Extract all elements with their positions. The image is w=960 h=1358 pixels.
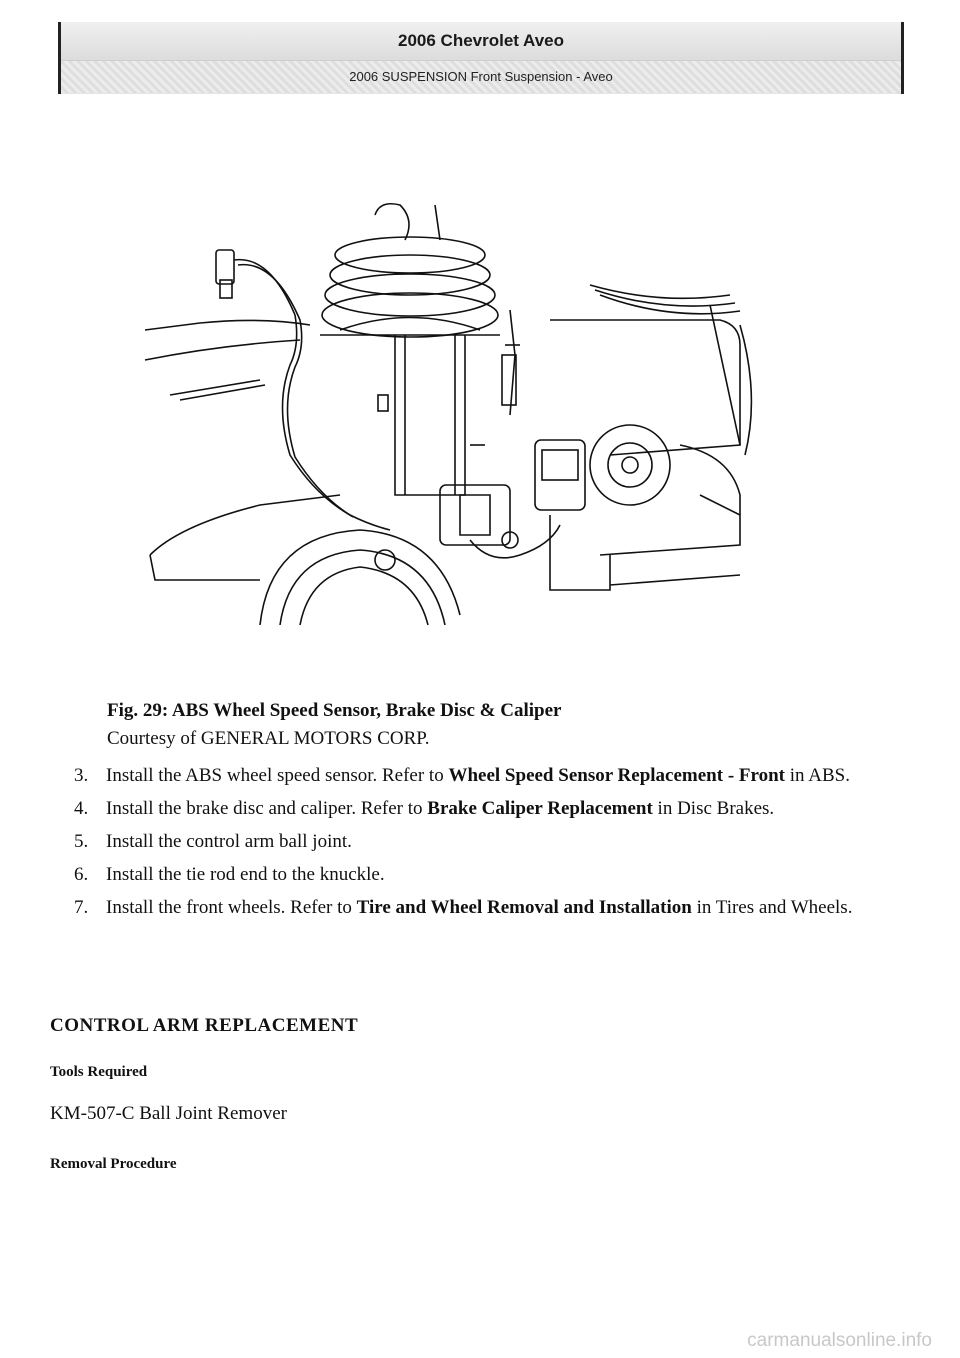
list-item xyxy=(74,762,894,789)
reference-link[interactable]: Brake Caliper Replacement xyxy=(427,798,653,819)
brake-caliper xyxy=(440,485,560,558)
step-text: Install the control arm ball joint. xyxy=(106,831,352,852)
caption-title: Fig. 29: ABS Wheel Speed Sensor, Brake Disc & Caliper xyxy=(107,700,562,721)
step-number: 4. xyxy=(74,798,89,819)
reference-link[interactable]: Wheel Speed Sensor Replacement - Front xyxy=(448,765,785,786)
brake-disc xyxy=(260,530,460,625)
tie-rod xyxy=(470,310,520,445)
list-item xyxy=(74,894,894,921)
figure-caption xyxy=(107,697,561,753)
step-text-after: in Tires and Wheels. xyxy=(691,897,853,918)
list-item xyxy=(74,828,894,855)
document-header xyxy=(58,22,904,94)
installation-steps xyxy=(74,762,894,927)
list-item xyxy=(74,795,894,822)
section-heading: CONTROL ARM REPLACEMENT xyxy=(50,1015,359,1036)
site-watermark: carmanualsonline.info xyxy=(747,1330,932,1351)
header-title: 2006 Chevrolet Aveo xyxy=(61,22,901,61)
step-text: Install the tie rod end to the knuckle. xyxy=(106,864,385,885)
reference-link[interactable]: Tire and Wheel Removal and Installation xyxy=(356,897,692,918)
step-text-after: in Disc Brakes. xyxy=(652,798,775,819)
step-number: 3. xyxy=(74,765,89,786)
strut-assembly xyxy=(320,318,500,496)
step-text: Install the brake disc and caliper. Refer to xyxy=(106,798,428,819)
caption-credit: Courtesy of GENERAL MOTORS CORP. xyxy=(107,728,430,749)
list-item xyxy=(74,861,894,888)
step-number: 6. xyxy=(74,864,89,885)
tools-heading: Tools Required xyxy=(50,1064,148,1080)
step-number: 5. xyxy=(74,831,89,852)
suspension-line-drawing xyxy=(140,195,900,625)
procedure-heading: Removal Procedure xyxy=(50,1156,177,1172)
step-text: Install the front wheels. Refer to xyxy=(106,897,357,918)
engine-assembly xyxy=(535,285,751,590)
step-text-after: in ABS. xyxy=(785,765,850,786)
step-number: 7. xyxy=(74,897,89,918)
header-subtitle: 2006 SUSPENSION Front Suspension - Aveo xyxy=(61,61,901,93)
tool-item: KM-507-C Ball Joint Remover xyxy=(50,1103,287,1124)
step-text: Install the ABS wheel speed sensor. Refer to xyxy=(106,765,449,786)
